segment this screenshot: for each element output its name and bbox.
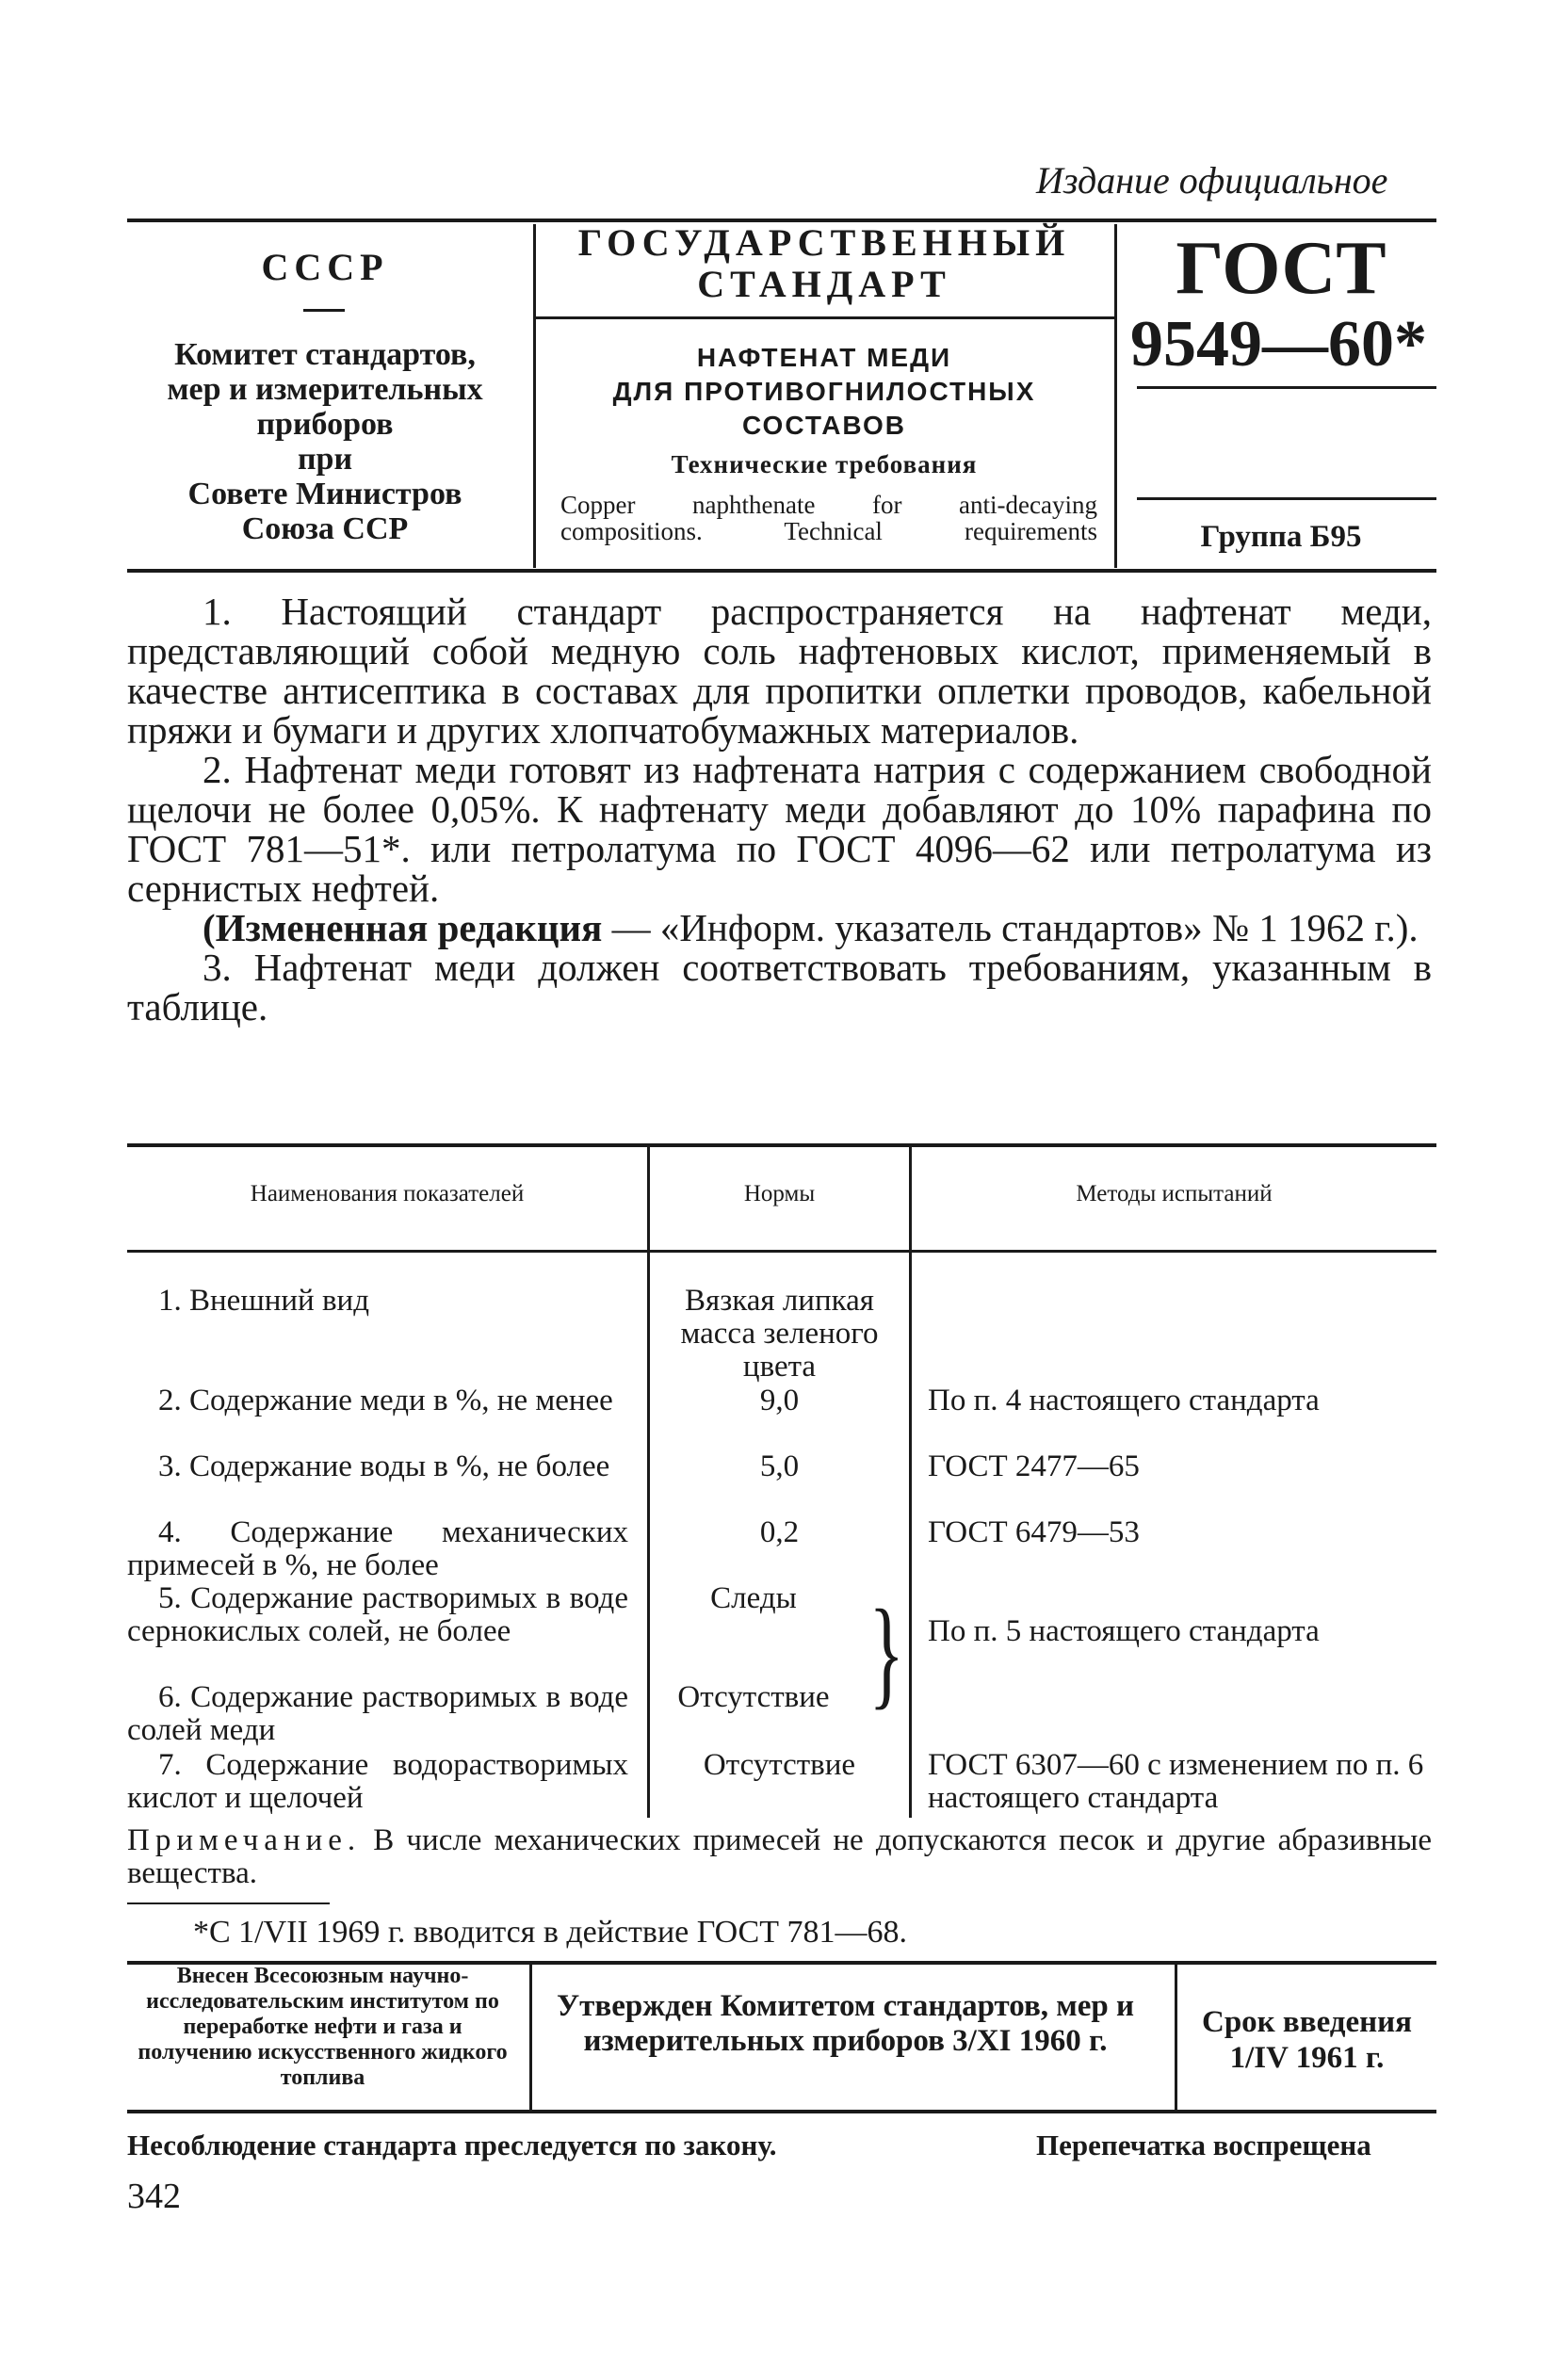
reprint-notice: Перепечатка воспрещена [1036, 2129, 1371, 2161]
footnote-rule [127, 1902, 330, 1904]
gost-label: ГОСТ [1176, 227, 1387, 310]
header-divider-right [1114, 224, 1117, 568]
committee-block: Комитет стандартов, мер и измерительных приборов при Совете Министров Союза ССР [167, 337, 483, 546]
law-notice: Несоблюдение стандарта преследуется по закону. [127, 2129, 777, 2161]
table-header-rule [127, 1250, 1436, 1253]
country-dash [303, 309, 345, 312]
table-header-method: Методы испытаний [1076, 1181, 1273, 1206]
english-title: Copper naphthenate for anti-decaying compositions. Technical requirements [560, 491, 1097, 545]
table-cell-norm: Отсутствие [677, 1680, 830, 1714]
introduced-by: Внесен Всесоюзным научно-исследовательским институтом по переработке нефти и газа и получению искусственного жидкого топлива [138, 1964, 508, 2090]
edition-label: Издание официальное [1036, 159, 1388, 202]
table-cell-method: ГОСТ 2477—65 [928, 1449, 1140, 1483]
table-cell-norm: 9,0 [759, 1384, 800, 1417]
header-bottom-rule [127, 569, 1436, 573]
tech-requirements-label: Технические требования [671, 450, 978, 478]
header-divider-left [533, 224, 536, 568]
footer-bottom-rule [127, 2110, 1436, 2113]
table-cell-norm: Следы [710, 1581, 797, 1615]
table-row: 6. Содержание растворимых в воде солей меди [127, 1680, 628, 1747]
body-paragraphs [127, 591, 1432, 1027]
table-row: 2. Содержание меди в %, не менее [158, 1384, 613, 1417]
table-row: 1. Внешний вид [158, 1284, 369, 1318]
approved-by: Утвержден Комитетом стандартов, мер и измерительных приборов 3/XI 1960 г. [556, 1989, 1135, 2058]
table-row: 3. Содержание воды в %, не более [158, 1449, 610, 1483]
table-col-divider-2 [909, 1147, 912, 1818]
country-label: СССР [261, 246, 389, 288]
table-header-norm: Нормы [743, 1181, 816, 1206]
header-middle-rule [535, 316, 1114, 319]
table-cell-method: ГОСТ 6479—53 [928, 1515, 1140, 1549]
gost-number: 9549—60* [1130, 308, 1427, 380]
table-cell-method: По п. 5 настоящего стандарта [928, 1614, 1320, 1648]
page-number: 342 [127, 2177, 181, 2216]
table-cell-norm: 5,0 [759, 1449, 800, 1483]
paragraph-3: 3. Нафтенат меди должен соответствовать требованиям, указанным в таблице. [127, 946, 1432, 1028]
brace-symbol: } [868, 1585, 904, 1721]
table-cell-norm: Отсутствие [703, 1748, 856, 1782]
table-header-name: Наименования показателей [250, 1181, 525, 1206]
paragraph-2: 2. Нафтенат меди готовят из нафтената натрия с содержанием свободной щелочи не более 0,05%. К нафтенату меди добавляют до 10% парафина по ГОСТ 781—51*. или петролатума по ГОСТ 4096—62 или петролатума из сернистых нефтей. [127, 748, 1432, 910]
table-row: 7. Содержание водорастворимых кислот и щелочей [127, 1748, 628, 1815]
table-top-rule [127, 1143, 1436, 1147]
footer-divider-left [529, 1965, 532, 2112]
table-cell-norm: Вязкая липкая масса зеленого цвета [680, 1284, 879, 1384]
standard-title: ГОСУДАРСТВЕННЫЙ СТАНДАРТ [577, 221, 1071, 305]
header-gost-rule [1137, 386, 1436, 389]
table-cell-norm: 0,2 [759, 1515, 800, 1549]
header-group-rule [1137, 497, 1436, 500]
table-row: 4. Содержание механических примесей в %, не более [127, 1515, 628, 1582]
table-note: Примечание. В числе механических примесей не допускаются песок и другие абразивные вещества. [127, 1823, 1432, 1890]
table-row: 5. Содержание растворимых в воде сернокислых солей, не более [127, 1581, 628, 1648]
product-title: НАФТЕНАТ МЕДИ ДЛЯ ПРОТИВОГНИЛОСТНЫХ СОСТАВОВ [612, 343, 1036, 440]
paragraph-1: 1. Настоящий стандарт распространяется на нафтенат меди, представляющий собой медную соль нафтеновых кислот, применяемый в качестве антисептика в составах для пропитки оплетки проводов, кабельной пряжи и бумаги и других хлопчатобумажных материалов. [127, 590, 1432, 752]
introduction-deadline: Срок введения 1/IV 1961 г. [1201, 2005, 1413, 2075]
group-label: Группа Б95 [1200, 520, 1362, 554]
table-cell-method: По п. 4 настоящего стандарта [928, 1384, 1320, 1417]
paragraph-2-amendment: (Измененная редакция — «Информ. указатель стандартов» № 1 1962 г.). [203, 906, 1419, 949]
footnote: *С 1/VII 1969 г. вводится в действие ГОСТ 781—68. [193, 1915, 907, 1950]
table-cell-method: ГОСТ 6307—60 с изменением по п. 6 настоящего стандарта [928, 1748, 1424, 1815]
